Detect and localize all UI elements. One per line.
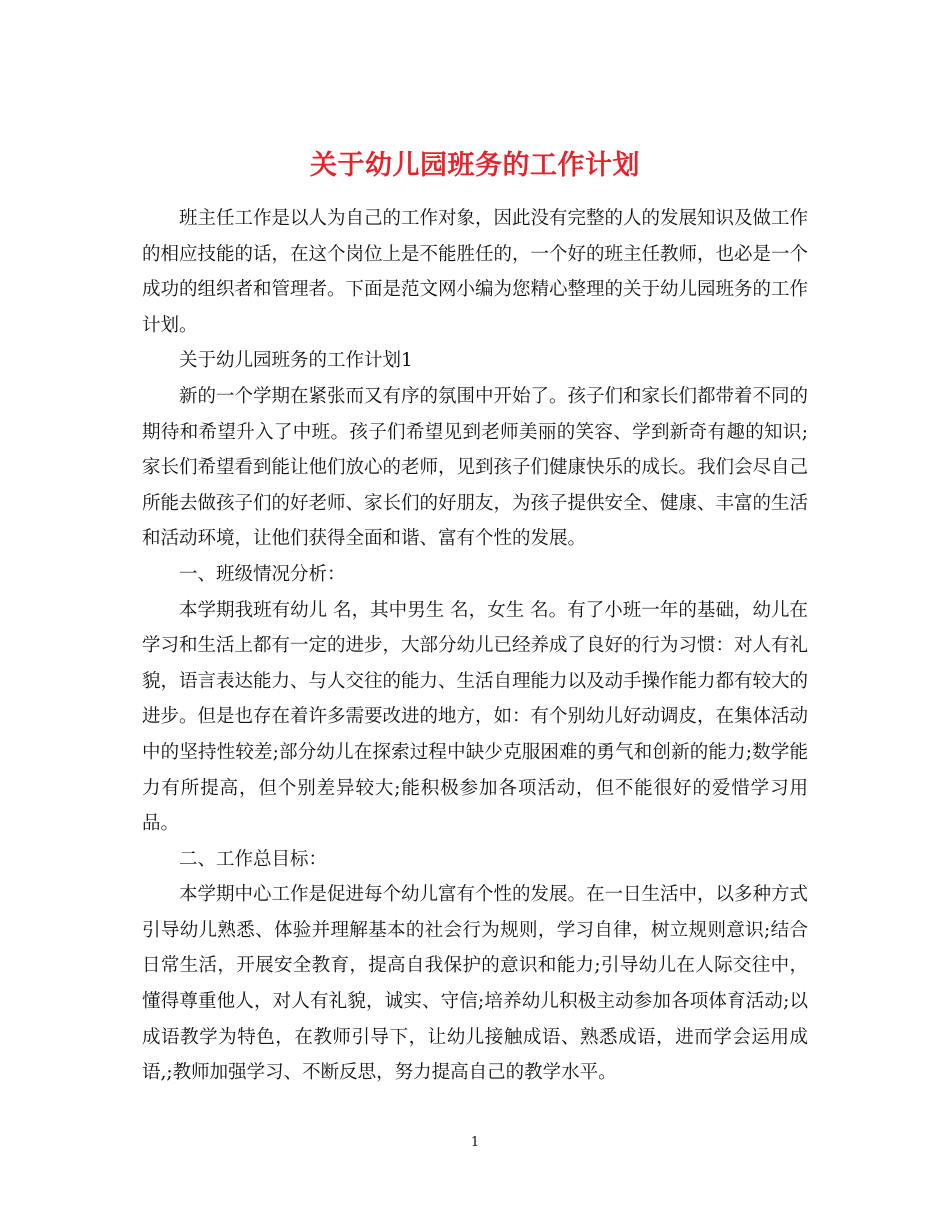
section-heading-work-goals: 二、工作总目标：	[179, 848, 328, 870]
class-analysis-paragraph: 本学期我班有幼儿 名，其中男生 名，女生 名。有了小班一年的基础，幼儿在学习和生活上都有一定的进步，大部分幼儿已经养成了良好的行为习惯：对人有礼貌，语言表达能力、与人交往的能力、生活自理能力以及动手操作能力都有较大的进步。但是也存在着许多需要改进的地方，如：有个别幼儿好动调皮，在集体活动中的坚持性较差;部分幼儿在探索过程中缺少克服困难的勇气和创新的能力;数学能力有所提高，但个别差异较大;能积极参加各项活动，但不能很好的爱惜学习用品。	[142, 599, 809, 835]
section-heading-class-analysis: 一、班级情况分析：	[179, 563, 346, 585]
document-body	[142, 201, 808, 1091]
plan-subtitle: 关于幼儿园班务的工作计划1	[179, 350, 413, 372]
opening-paragraph: 新的一个学期在紧张而又有序的氛围中开始了。孩子们和家长们都带着不同的期待和希望升入了中班。孩子们希望见到老师美丽的笑容、学到新奇有趣的知识;家长们希望看到能让他们放心的老师，见到孩子们健康快乐的成长。我们会尽自己所能去做孩子们的好老师、家长们的好朋友，为孩子提供安全、健康、丰富的生活和活动环境，让他们获得全面和谐、富有个性的发展。	[142, 385, 809, 550]
page-number: 1	[470, 1135, 480, 1150]
document-title: 关于幼儿园班务的工作计划	[310, 150, 640, 182]
work-goals-paragraph: 本学期中心工作是促进每个幼儿富有个性的发展。在一日生活中，以多种方式引导幼儿熟悉、体验并理解基本的社会行为规则，学习自律，树立规则意识;结合日常生活，开展安全教育，提高自我保护的意识和能力;引导幼儿在人际交往中，懂得尊重他人，对人有礼貌，诚实、守信;培养幼儿积极主动参加各项体育活动;以成语教学为特色，在教师引导下，让幼儿接触成语、熟悉成语，进而学会运用成语,;教师加强学习、不断反思，努力提高自己的教学水平。	[142, 884, 809, 1084]
intro-paragraph: 班主任工作是以人为自己的工作对象，因此没有完整的人的发展知识及做工作的相应技能的话，在这个岗位上是不能胜任的，一个好的班主任教师，也必是一个成功的组织者和管理者。下面是范文网小编为您精心整理的关于幼儿园班务的工作计划。	[142, 208, 809, 336]
